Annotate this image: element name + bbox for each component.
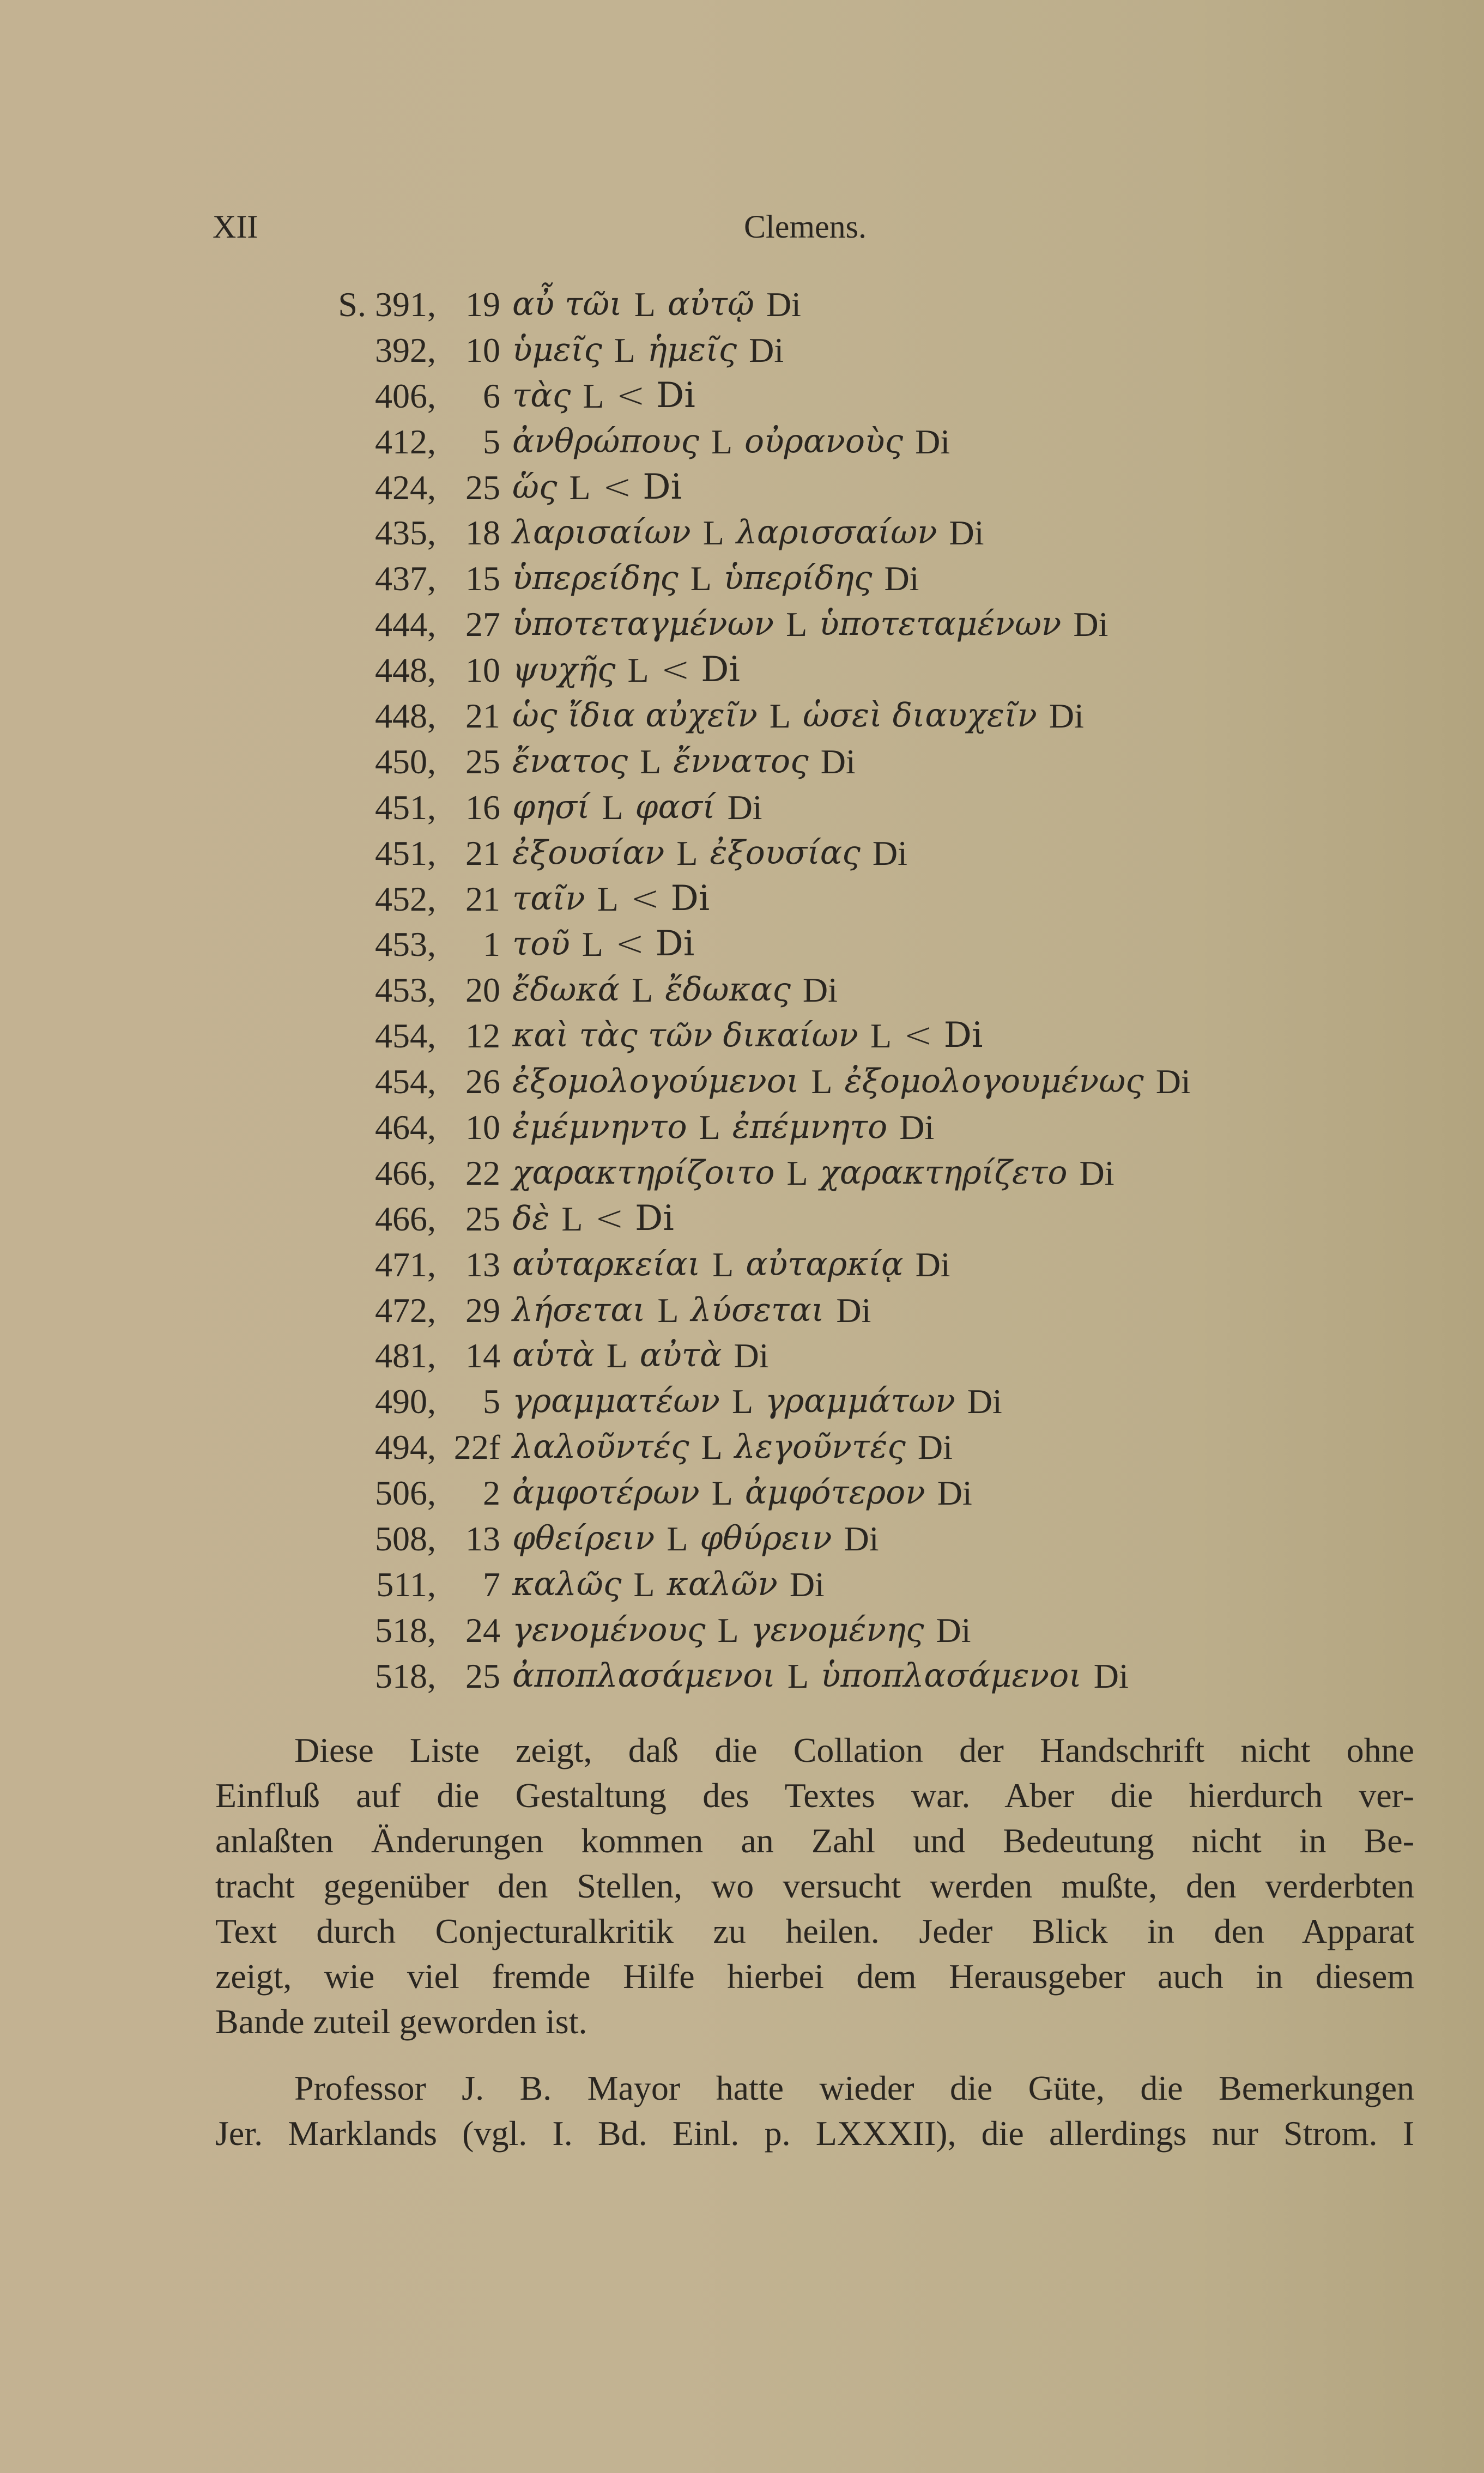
reading-l: ὑπερείδης (512, 559, 679, 598)
line-reference: 5 (483, 1382, 500, 1421)
line-reference: 18 (465, 513, 500, 553)
variant-reading (500, 647, 740, 693)
siglum-l: L (811, 1062, 833, 1101)
page-reference: 448, (375, 696, 436, 736)
reading-di: λαρισσαίων (736, 513, 937, 552)
reading-l: ὡς ἴδια αὐχεῖν (512, 696, 758, 735)
reading-l: ἐξομολογούμενοι (512, 1062, 799, 1101)
page-reference: 454, (375, 1062, 436, 1101)
collation-entry (283, 876, 1428, 922)
collation-entry (283, 785, 1428, 831)
reading-di: γενομένης (750, 1610, 924, 1649)
reading-di: ἐπέμνητο (732, 1108, 888, 1147)
siglum-di: Di (655, 924, 695, 965)
variant-reading (500, 785, 762, 831)
collation-entry (283, 922, 1428, 967)
variant-reading (500, 1013, 983, 1059)
reading-l: γραμματέων (512, 1382, 720, 1421)
reading-l: ὑποτεταγμένων (512, 605, 774, 644)
siglum-l: L (702, 513, 724, 553)
siglum-l: L (699, 1108, 720, 1147)
page-reference: 448, (375, 651, 436, 690)
reading-di: ὑποτεταμένων (819, 605, 1062, 644)
siglum-di: Di (899, 1108, 935, 1147)
line-reference: 13 (465, 1519, 500, 1559)
text-line: Einfluß auf die Gestaltung des Textes war. Aber die hierdurch ver- (215, 1776, 1414, 1815)
line-reference: 14 (465, 1336, 500, 1375)
reading-l: χαρακτηρίζοιτο (512, 1153, 775, 1192)
collation-list (283, 282, 1428, 1699)
siglum-l: L (606, 1336, 628, 1375)
collation-entry (283, 1608, 1428, 1653)
reading-l: ὑμεῖς (512, 330, 602, 369)
variant-reading (500, 602, 1108, 647)
variant-reading (500, 1288, 871, 1334)
variant-reading (500, 922, 694, 967)
variant-reading (500, 282, 801, 328)
page-reference: 471, (375, 1245, 436, 1284)
page-reference: 511, (376, 1565, 436, 1604)
reading-l: λαρισαίων (512, 513, 691, 552)
page-reference: 452, (375, 879, 436, 918)
variant-reading (500, 1242, 950, 1288)
siglum-l: L (561, 1199, 583, 1238)
siglum-l: L (632, 971, 653, 1010)
omission-sign: < (630, 878, 660, 919)
page-reference: 481, (375, 1336, 436, 1375)
page-reference: 454, (375, 1016, 436, 1056)
collation-entry (283, 831, 1428, 876)
page-reference: 453, (375, 971, 436, 1010)
page-reference: 508, (375, 1519, 436, 1559)
collation-entry (283, 419, 1428, 465)
reading-l: αὖ τῶι (512, 285, 622, 323)
omission-sign: < (595, 1198, 625, 1239)
page-reference: 466, (375, 1153, 436, 1192)
running-head (0, 208, 1484, 246)
reading-di: χαρακτηρίζετο (820, 1153, 1068, 1192)
collation-entry (283, 1425, 1428, 1470)
variant-reading (500, 556, 919, 602)
variant-reading (500, 1516, 879, 1562)
reading-l: ταῖν (512, 879, 585, 918)
siglum-l: L (657, 1290, 679, 1330)
reading-di: λεγοῦντές (734, 1428, 906, 1466)
variant-reading (500, 510, 984, 556)
reading-l: αὑτὰ (512, 1336, 595, 1375)
siglum-l: L (597, 879, 619, 918)
line-reference: 25 (465, 1656, 500, 1695)
variant-reading (500, 967, 838, 1013)
siglum-di: Di (949, 513, 984, 553)
reading-l: ἐμέμνηντο (512, 1108, 687, 1147)
page-reference: 435, (375, 513, 436, 553)
variant-reading (500, 693, 1084, 739)
collation-entry (283, 739, 1428, 785)
siglum-di: Di (936, 1610, 971, 1650)
line-reference: 20 (465, 971, 500, 1010)
reading-di: αὐτὰ (639, 1336, 722, 1375)
page-reference: 412, (375, 422, 436, 461)
variant-reading (500, 419, 950, 465)
siglum-l: L (731, 1382, 754, 1421)
collation-entry (283, 328, 1428, 373)
reading-l: ἔνατος (512, 742, 628, 780)
text-line: Professor J. B. Mayor hatte wieder die Güte, die Bemerkungen (294, 2069, 1414, 2107)
variant-reading (500, 1105, 934, 1150)
reading-di: ἔδωκας (665, 971, 791, 1009)
line-reference: 16 (465, 787, 500, 827)
text-line: Text durch Conjecturalkritik zu heilen. Jeder Blick in den Apparat (215, 1912, 1414, 1950)
collation-entry (283, 1059, 1428, 1105)
variant-reading (500, 876, 710, 922)
siglum-di: Di (749, 330, 784, 369)
siglum-di: Di (635, 1198, 674, 1239)
reading-l: ἀμφοτέρων (512, 1474, 700, 1512)
page-reference: 451, (375, 787, 436, 827)
reading-di: ὑπερίδης (723, 559, 873, 598)
siglum-di: Di (766, 285, 801, 324)
siglum-l: L (634, 285, 656, 324)
line-reference: 10 (465, 651, 500, 690)
line-reference: 10 (465, 330, 500, 369)
reading-di: ὑποπλασάμενοι (820, 1656, 1082, 1695)
page-reference: 490, (375, 1382, 436, 1421)
collation-entry (283, 1150, 1428, 1196)
text-line: tracht gegenüber den Stellen, wo versucht werden mußte, den verderbten (215, 1866, 1414, 1905)
collation-entry (283, 967, 1428, 1013)
page-reference: 444, (375, 605, 436, 644)
siglum-di: Di (820, 742, 856, 781)
reading-l: λαλοῦντές (512, 1428, 689, 1466)
reading-di: ἔννατος (673, 742, 809, 780)
siglum-di: Di (789, 1565, 825, 1604)
siglum-l: L (701, 1428, 723, 1467)
reading-di: ἡμεῖς (647, 330, 737, 369)
collation-entry (283, 1196, 1428, 1242)
reading-di: αὐτῷ (667, 285, 754, 323)
collation-entry (283, 602, 1428, 647)
page-reference: 437, (375, 559, 436, 598)
omission-sign: < (661, 650, 690, 690)
siglum-di: Di (967, 1382, 1002, 1421)
line-reference: 19 (465, 285, 500, 324)
line-reference: 21 (465, 696, 500, 736)
line-reference: 24 (465, 1610, 500, 1650)
siglum-l: L (633, 1565, 655, 1604)
reading-l: ψυχῆς (512, 651, 616, 689)
collation-entry (283, 1013, 1428, 1059)
line-reference: 15 (465, 559, 500, 598)
siglum-l: L (711, 422, 733, 461)
siglum-l: L (690, 559, 712, 598)
reading-di: φθύρειν (700, 1519, 832, 1558)
reading-di: λύσεται (690, 1290, 825, 1329)
siglum-di: Di (915, 422, 950, 461)
page-prefix: S. (338, 285, 366, 324)
variant-reading (500, 1470, 972, 1516)
omission-sign: < (616, 375, 646, 416)
page-reference: 506, (375, 1474, 436, 1513)
text-line: zeigt, wie viel fremde Hilfe hierbei dem Herausgeber auch in diesem (215, 1957, 1414, 1996)
page-reference: 450, (375, 742, 436, 781)
siglum-l: L (711, 1474, 733, 1513)
siglum-l: L (614, 330, 635, 369)
reading-l: γενομένους (512, 1610, 706, 1649)
page-reference (283, 282, 436, 328)
collation-entry (283, 1333, 1428, 1379)
line-reference: 6 (483, 376, 500, 415)
variant-reading (500, 1379, 1002, 1425)
page-number: XII (213, 209, 258, 245)
siglum-di: Di (943, 1015, 983, 1056)
reading-di: καλῶν (667, 1565, 778, 1603)
line-reference: 5 (483, 422, 500, 461)
line-reference: 12 (465, 1016, 500, 1056)
siglum-di: Di (802, 971, 838, 1010)
line-reference: 1 (483, 925, 500, 964)
siglum-di: Di (643, 466, 682, 507)
siglum-l: L (787, 1656, 809, 1695)
reading-l: ἐξουσίαν (512, 833, 665, 872)
paragraph-collation-remark (215, 1728, 1414, 2044)
line-reference: 13 (465, 1245, 500, 1284)
omission-sign: < (602, 466, 632, 507)
page-reference: 451, (375, 833, 436, 872)
variant-reading (500, 1653, 1129, 1699)
line-reference: 21 (465, 879, 500, 918)
collation-entry (283, 1242, 1428, 1288)
page-reference: 518, (375, 1656, 436, 1695)
text-line: Bande zuteil geworden ist. (215, 2002, 587, 2041)
collation-entry (283, 1470, 1428, 1516)
siglum-di: Di (1073, 605, 1109, 644)
line-reference: 25 (465, 468, 500, 507)
line-reference: 29 (465, 1290, 500, 1330)
siglum-l: L (717, 1610, 739, 1650)
page-reference: 392, (375, 330, 436, 369)
siglum-di: Di (937, 1474, 972, 1513)
variant-reading (500, 465, 682, 511)
siglum-l: L (667, 1519, 688, 1559)
siglum-di: Di (884, 559, 919, 598)
text-line: anlaßten Änderungen kommen an Zahl und Bedeutung nicht in Be- (215, 1821, 1414, 1860)
siglum-l: L (786, 605, 808, 644)
reading-di: ἐξομολογουμένως (844, 1062, 1144, 1101)
running-title: Clemens. (744, 209, 867, 245)
line-reference: 22 (465, 1153, 500, 1192)
siglum-l: L (583, 376, 604, 415)
collation-entry (283, 693, 1428, 739)
text-line: Diese Liste zeigt, daß die Collation der Handschrift nicht ohne (294, 1731, 1414, 1769)
siglum-l: L (676, 833, 698, 872)
collation-entry (283, 1288, 1428, 1334)
siglum-l: L (712, 1245, 734, 1284)
variant-reading (500, 831, 907, 876)
variant-reading (500, 1608, 971, 1653)
variant-reading (500, 373, 695, 419)
reading-di: αὐταρκίᾳ (746, 1245, 904, 1283)
page-reference: 518, (375, 1610, 436, 1650)
collation-entry (283, 1105, 1428, 1150)
siglum-l: L (870, 1016, 892, 1056)
line-reference: 21 (465, 833, 500, 872)
collation-entry (283, 510, 1428, 556)
siglum-di: Di (727, 787, 762, 827)
siglum-di: Di (1155, 1062, 1191, 1101)
siglum-di: Di (734, 1336, 769, 1375)
siglum-di: Di (656, 375, 695, 416)
variant-reading (500, 1333, 769, 1379)
omission-sign: < (904, 1015, 933, 1056)
reading-l: ἔδωκά (512, 971, 620, 1009)
line-reference: 25 (465, 742, 500, 781)
variant-reading (500, 1425, 953, 1470)
collation-entry (283, 465, 1428, 511)
line-reference: 22f (453, 1428, 500, 1467)
siglum-di: Di (844, 1519, 879, 1559)
reading-l: ἀποπλασάμενοι (512, 1656, 776, 1695)
reading-l: φησί (512, 787, 590, 826)
page-reference: 466, (375, 1199, 436, 1238)
siglum-di: Di (872, 833, 907, 872)
siglum-l: L (602, 787, 623, 827)
text-line: Jer. Marklands (vgl. I. Bd. Einl. p. LXXXII), die allerdings nur Strom. I (215, 2114, 1414, 2153)
collation-entry (283, 1653, 1428, 1699)
siglum-l: L (786, 1153, 808, 1192)
reading-l: καλῶς (512, 1565, 622, 1603)
reading-l: ὥς (512, 468, 558, 506)
siglum-di: Di (836, 1290, 871, 1330)
reading-l: τὰς (512, 376, 571, 415)
siglum-l: L (569, 468, 591, 507)
omission-sign: < (615, 924, 645, 965)
line-reference: 10 (465, 1108, 500, 1147)
reading-l: αὐταρκείαι (512, 1245, 701, 1283)
reading-di: γραμμάτων (765, 1382, 955, 1421)
variant-reading (500, 328, 784, 373)
reading-l: δὲ (512, 1199, 550, 1238)
reading-di: ἐξουσίας (710, 833, 861, 872)
variant-reading (500, 1562, 825, 1608)
page-reference: 464, (375, 1108, 436, 1147)
collation-entry (283, 1379, 1428, 1425)
siglum-di: Di (1093, 1656, 1129, 1695)
page-reference: 453, (375, 925, 436, 964)
page-reference: 494, (375, 1428, 436, 1467)
siglum-l: L (627, 651, 649, 690)
line-reference: 27 (465, 605, 500, 644)
reading-l: φθείρειν (512, 1519, 655, 1558)
siglum-di: Di (915, 1245, 950, 1284)
siglum-l: L (582, 925, 603, 964)
collation-entry (283, 373, 1428, 419)
variant-reading (500, 739, 856, 785)
siglum-di: Di (917, 1428, 953, 1467)
page-reference: 424, (375, 468, 436, 507)
siglum-di: Di (1049, 696, 1084, 736)
collation-entry (283, 1516, 1428, 1562)
page-reference: 406, (375, 376, 436, 415)
reading-di: φασί (635, 787, 716, 826)
reading-di: ἀμφότερον (744, 1474, 925, 1512)
line-reference: 7 (483, 1565, 500, 1604)
variant-reading (500, 1059, 1191, 1105)
variant-reading (500, 1196, 674, 1242)
siglum-l: L (769, 696, 791, 736)
siglum-l: L (640, 742, 662, 781)
reading-di: ὡσεὶ διαυχεῖν (803, 696, 1037, 735)
line-reference: 2 (483, 1474, 500, 1513)
siglum-di: Di (670, 878, 710, 919)
collation-entry (283, 1562, 1428, 1608)
line-reference: 26 (465, 1062, 500, 1101)
line-reference: 25 (465, 1199, 500, 1238)
reading-di: οὐρανοὺς (744, 422, 904, 460)
siglum-di: Di (1079, 1153, 1114, 1192)
variant-reading (500, 1150, 1114, 1196)
reading-l: λήσεται (512, 1290, 646, 1329)
reading-l: καὶ τὰς τῶν δικαίων (512, 1016, 858, 1055)
paragraph-mayor (215, 2065, 1414, 2156)
collation-entry (283, 556, 1428, 602)
page-reference: 472, (375, 1290, 436, 1330)
collation-entry (283, 647, 1428, 693)
reading-l: τοῦ (512, 925, 570, 963)
reading-l: ἀνθρώπους (512, 422, 699, 460)
collation-entry (283, 282, 1428, 328)
siglum-di: Di (701, 650, 740, 690)
page-number: 391, (375, 285, 436, 324)
